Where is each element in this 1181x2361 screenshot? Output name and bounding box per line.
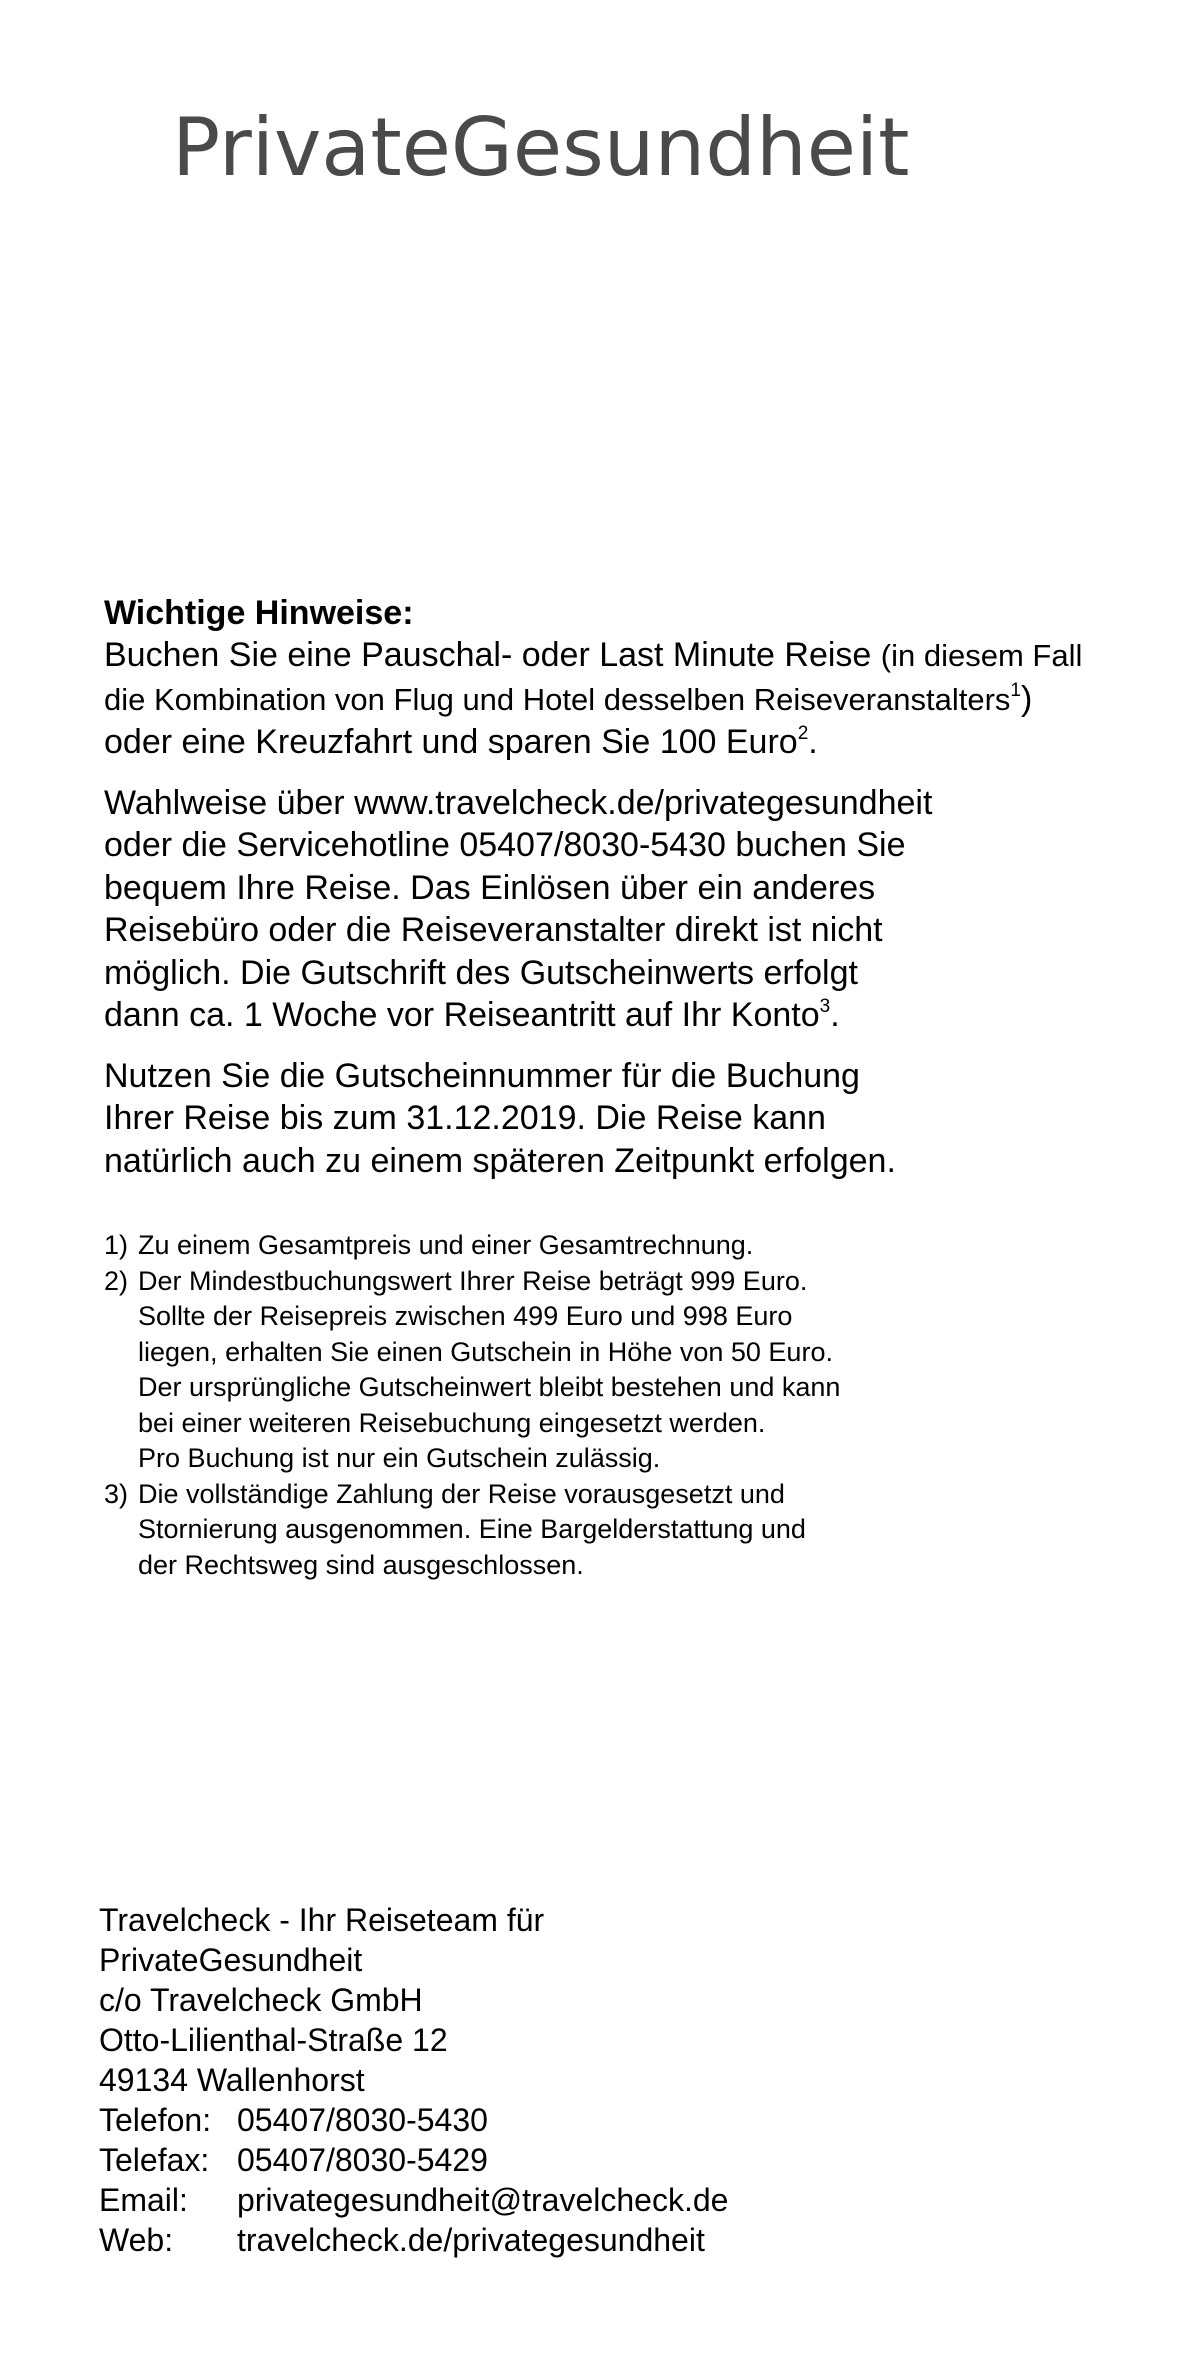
footnote-item xyxy=(104,1264,1104,1477)
footnotes xyxy=(104,1228,1104,1583)
paragraph-line: Wahlweise über www.travelcheck.de/privategesundheit xyxy=(104,783,933,822)
footnote-number: 1) xyxy=(104,1230,129,1260)
paragraph-line: Nutzen Sie die Gutscheinnummer für die Buchung xyxy=(104,1056,860,1095)
contact-fax xyxy=(99,2140,1099,2180)
paragraph-line: Reisebüro oder die Reiseveranstalter direkt ist nicht xyxy=(104,911,883,949)
contact-line: c/o Travelcheck GmbH xyxy=(99,1982,423,2018)
notes-paragraph-2 xyxy=(104,782,1174,1037)
brand-logo: PrivateGesundheit xyxy=(172,101,910,194)
footnote-line: bei einer weiteren Reisebuchung eingesetzt werden. xyxy=(138,1407,766,1438)
paragraph-text: . xyxy=(808,723,818,761)
paragraph-line: natürlich auch zu einem späteren Zeitpunkt erfolgen. xyxy=(104,1141,896,1180)
footnote-line: Die vollständige Zahlung der Reise vorausgesetzt und xyxy=(138,1478,785,1509)
contact-line: 49134 Wallenhorst xyxy=(99,2062,365,2098)
notes-heading: Wichtige Hinweise: xyxy=(104,594,414,632)
paragraph-line: Ihrer Reise bis zum 31.12.2019. Die Reise kann xyxy=(104,1099,826,1137)
paragraph-text: ) xyxy=(1021,679,1033,718)
footnote-line: Pro Buchung ist nur ein Gutschein zulässig. xyxy=(138,1443,661,1473)
email-link[interactable]: privategesundheit@travelcheck.de xyxy=(237,2182,729,2218)
notes-paragraph-1 xyxy=(104,634,1174,764)
important-notes xyxy=(104,592,1174,1182)
footnote-item xyxy=(104,1477,1104,1584)
paragraph-text: (in diesem Fall xyxy=(880,638,1083,673)
footnote-ref: 1 xyxy=(1010,679,1021,701)
contact-label: Web: xyxy=(99,2222,174,2258)
paragraph-line: oder die Servicehotline 05407/8030-5430 buchen Sie xyxy=(104,826,906,864)
footnote-ref: 2 xyxy=(797,723,809,744)
footnote-line: liegen, erhalten Sie einen Gutschein in Höhe von 50 Euro. xyxy=(138,1336,833,1367)
paragraph-text: oder eine Kreuzfahrt und sparen Sie 100 Euro xyxy=(104,723,798,761)
fax-value: 05407/8030-5429 xyxy=(237,2142,488,2178)
paragraph-line: bequem Ihre Reise. Das Einlösen über ein anderes xyxy=(104,868,876,907)
paragraph-line xyxy=(104,721,1174,764)
contact-label: Telefon: xyxy=(99,2102,212,2138)
footnote-line: Der Mindestbuchungswert Ihrer Reise beträgt 999 Euro. xyxy=(138,1265,808,1296)
footnote-item xyxy=(104,1228,1104,1264)
phone-value[interactable]: 05407/8030-5430 xyxy=(237,2102,488,2138)
paragraph-text: die Kombination von Flug und Hotel desselben Reiseveranstalters xyxy=(104,681,1011,717)
contact-line: PrivateGesundheit xyxy=(99,1942,363,1978)
web-link[interactable]: travelcheck.de/privategesundheit xyxy=(237,2222,705,2258)
paragraph-line: möglich. Die Gutschrift des Gutscheinwerts erfolgt xyxy=(104,953,858,992)
paragraph-line xyxy=(104,994,1174,1037)
paragraph-line xyxy=(104,678,1174,722)
contact-block xyxy=(99,1900,1099,2260)
paragraph-text: . xyxy=(830,996,840,1034)
notes-paragraph-3 xyxy=(104,1055,1174,1183)
contact-email xyxy=(99,2180,1099,2220)
contact-label: Telefax: xyxy=(99,2142,210,2178)
paragraph-text: Buchen Sie eine Pauschal- oder Last Minute Reise xyxy=(104,636,881,674)
contact-web xyxy=(99,2220,1099,2260)
footnote-line: der Rechtsweg sind ausgeschlossen. xyxy=(138,1549,584,1580)
footnote-line: Stornierung ausgenommen. Eine Bargelderstattung und xyxy=(138,1514,806,1544)
paragraph-text: dann ca. 1 Woche vor Reiseantritt auf Ihr Konto xyxy=(104,996,820,1034)
footnote-line: Zu einem Gesamtpreis und einer Gesamtrechnung. xyxy=(138,1230,754,1260)
footnote-ref: 3 xyxy=(819,996,831,1017)
footnote-number: 2) xyxy=(104,1265,129,1296)
contact-line: Otto-Lilienthal-Straße 12 xyxy=(99,2022,448,2058)
contact-phone xyxy=(99,2100,1099,2140)
footnote-line: Der ursprüngliche Gutscheinwert bleibt bestehen und kann xyxy=(138,1372,841,1402)
paragraph-line xyxy=(104,634,1174,678)
footnote-number: 3) xyxy=(104,1478,129,1509)
footnote-line: Sollte der Reisepreis zwischen 499 Euro und 998 Euro xyxy=(138,1301,793,1331)
contact-label: Email: xyxy=(99,2182,188,2218)
contact-line: Travelcheck - Ihr Reiseteam für xyxy=(99,1902,545,1938)
